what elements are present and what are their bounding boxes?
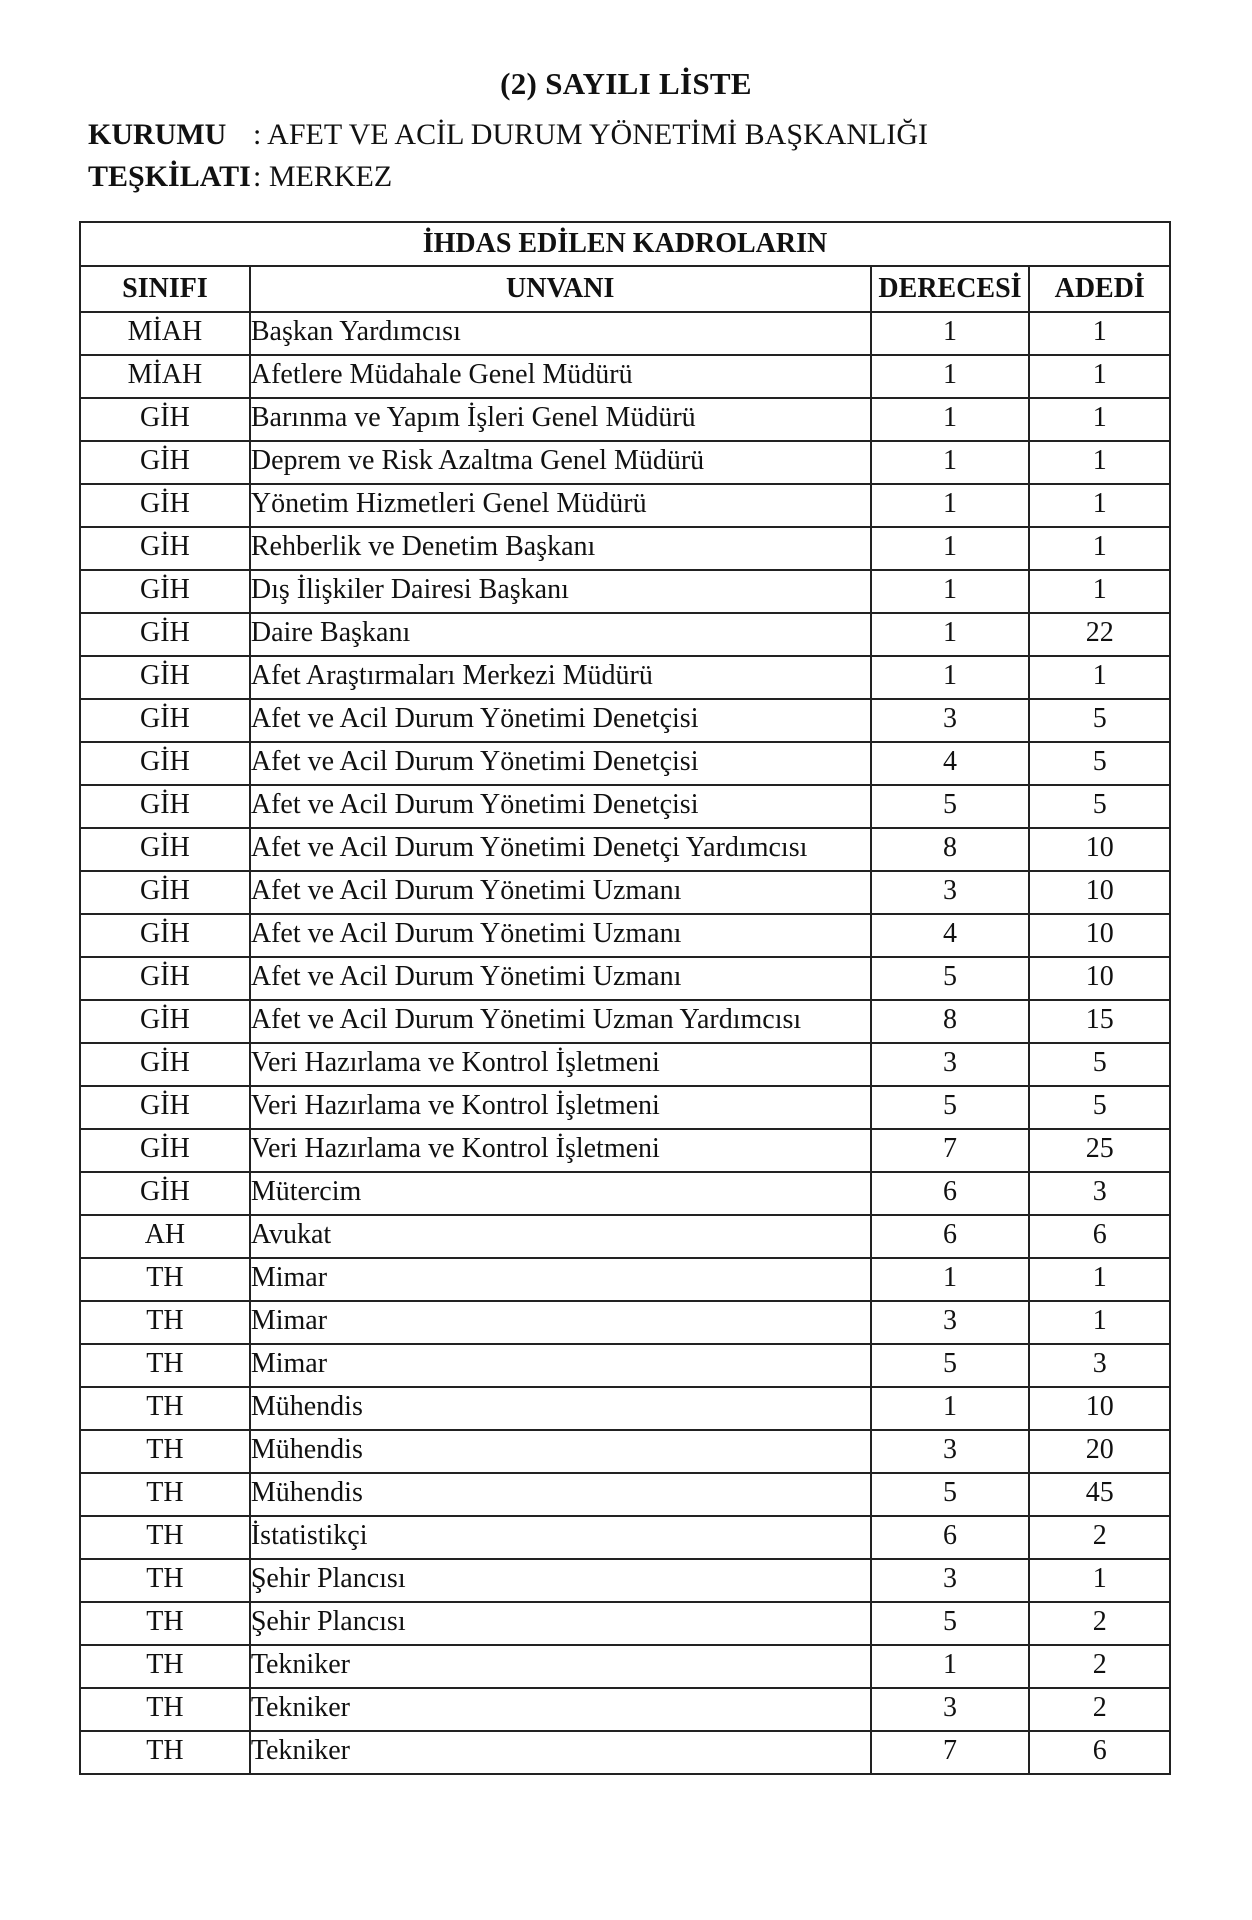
table-row — [80, 914, 1170, 957]
cell-derece: 6 — [871, 1215, 1030, 1258]
cell-sinif: GİH — [80, 656, 250, 699]
kadro-table — [79, 221, 1171, 1775]
table-row — [80, 527, 1170, 570]
cell-derece: 3 — [871, 1043, 1030, 1086]
cell-sinif: TH — [80, 1387, 250, 1430]
column-header-adedi: ADEDİ — [1029, 266, 1170, 312]
cell-sinif: GİH — [80, 1000, 250, 1043]
cell-adet: 6 — [1029, 1731, 1170, 1774]
table-row — [80, 1430, 1170, 1473]
cell-derece: 6 — [871, 1516, 1030, 1559]
cell-derece: 1 — [871, 441, 1030, 484]
cell-adet: 45 — [1029, 1473, 1170, 1516]
cell-sinif: GİH — [80, 484, 250, 527]
cell-derece: 5 — [871, 785, 1030, 828]
cell-derece: 7 — [871, 1129, 1030, 1172]
cell-derece: 5 — [871, 1473, 1030, 1516]
kurum-value: : AFET VE ACİL DURUM YÖNETİMİ BAŞKANLIĞI — [253, 118, 928, 151]
cell-sinif: GİH — [80, 828, 250, 871]
cell-adet: 6 — [1029, 1215, 1170, 1258]
cell-unvan: Mühendis — [250, 1430, 871, 1473]
table-group-header-row — [80, 222, 1170, 266]
cell-unvan: Afet ve Acil Durum Yönetimi Uzmanı — [250, 957, 871, 1000]
cell-sinif: GİH — [80, 613, 250, 656]
cell-derece: 1 — [871, 570, 1030, 613]
cell-derece: 3 — [871, 1430, 1030, 1473]
cell-adet: 10 — [1029, 871, 1170, 914]
teskilat-label: TEŞKİLATI — [88, 160, 251, 193]
cell-sinif: TH — [80, 1258, 250, 1301]
table-row — [80, 1172, 1170, 1215]
cell-unvan: Şehir Plancısı — [250, 1602, 871, 1645]
table-row — [80, 355, 1170, 398]
cell-derece: 3 — [871, 1559, 1030, 1602]
cell-unvan: Barınma ve Yapım İşleri Genel Müdürü — [250, 398, 871, 441]
cell-adet: 5 — [1029, 742, 1170, 785]
cell-unvan: Veri Hazırlama ve Kontrol İşletmeni — [250, 1086, 871, 1129]
cell-sinif: TH — [80, 1559, 250, 1602]
cell-unvan: Deprem ve Risk Azaltma Genel Müdürü — [250, 441, 871, 484]
cell-unvan: Afet ve Acil Durum Yönetimi Denetçisi — [250, 742, 871, 785]
cell-derece: 3 — [871, 871, 1030, 914]
cell-unvan: Afet ve Acil Durum Yönetimi Denetçisi — [250, 785, 871, 828]
cell-sinif: GİH — [80, 1086, 250, 1129]
cell-unvan: Afet ve Acil Durum Yönetimi Uzmanı — [250, 871, 871, 914]
cell-sinif: GİH — [80, 914, 250, 957]
cell-adet: 2 — [1029, 1602, 1170, 1645]
cell-adet: 5 — [1029, 1086, 1170, 1129]
cell-derece: 1 — [871, 484, 1030, 527]
cell-unvan: Afet ve Acil Durum Yönetimi Denetçi Yardımcısı — [250, 828, 871, 871]
cell-adet: 5 — [1029, 785, 1170, 828]
table-row — [80, 1129, 1170, 1172]
teskilat-value: : MERKEZ — [253, 160, 393, 193]
cell-adet: 2 — [1029, 1516, 1170, 1559]
table-row — [80, 1344, 1170, 1387]
table-row — [80, 1516, 1170, 1559]
cell-derece: 7 — [871, 1731, 1030, 1774]
cell-derece: 5 — [871, 1602, 1030, 1645]
table-row — [80, 1000, 1170, 1043]
column-header-unvani: UNVANI — [250, 266, 871, 312]
cell-adet: 1 — [1029, 312, 1170, 355]
cell-adet: 5 — [1029, 699, 1170, 742]
cell-adet: 22 — [1029, 613, 1170, 656]
table-header-row — [80, 266, 1170, 312]
cell-sinif: AH — [80, 1215, 250, 1258]
cell-derece: 1 — [871, 656, 1030, 699]
cell-sinif: GİH — [80, 699, 250, 742]
cell-derece: 3 — [871, 699, 1030, 742]
cell-unvan: Mimar — [250, 1258, 871, 1301]
column-header-sinifi: SINIFI — [80, 266, 250, 312]
table-row — [80, 1301, 1170, 1344]
cell-unvan: Tekniker — [250, 1688, 871, 1731]
cell-unvan: Mütercim — [250, 1172, 871, 1215]
table-row — [80, 1258, 1170, 1301]
table-row — [80, 742, 1170, 785]
cell-sinif: GİH — [80, 871, 250, 914]
cell-sinif: GİH — [80, 441, 250, 484]
cell-adet: 20 — [1029, 1430, 1170, 1473]
table-row — [80, 1731, 1170, 1774]
table-row — [80, 613, 1170, 656]
cell-derece: 1 — [871, 613, 1030, 656]
table-row — [80, 871, 1170, 914]
document-title: (2) SAYILI LİSTE — [500, 66, 752, 101]
cell-derece: 6 — [871, 1172, 1030, 1215]
table-row — [80, 1473, 1170, 1516]
cell-unvan: Afet ve Acil Durum Yönetimi Denetçisi — [250, 699, 871, 742]
cell-unvan: Mühendis — [250, 1473, 871, 1516]
cell-derece: 5 — [871, 1086, 1030, 1129]
cell-unvan: Başkan Yardımcısı — [250, 312, 871, 355]
cell-derece: 8 — [871, 828, 1030, 871]
cell-unvan: Afetlere Müdahale Genel Müdürü — [250, 355, 871, 398]
table-row — [80, 484, 1170, 527]
cell-derece: 8 — [871, 1000, 1030, 1043]
cell-adet: 2 — [1029, 1645, 1170, 1688]
cell-unvan: Yönetim Hizmetleri Genel Müdürü — [250, 484, 871, 527]
cell-sinif: MİAH — [80, 355, 250, 398]
cell-sinif: GİH — [80, 570, 250, 613]
cell-derece: 5 — [871, 957, 1030, 1000]
table-row — [80, 1559, 1170, 1602]
table-body — [80, 312, 1170, 1774]
cell-adet: 1 — [1029, 1301, 1170, 1344]
table-row — [80, 1043, 1170, 1086]
cell-adet: 5 — [1029, 1043, 1170, 1086]
cell-unvan: Daire Başkanı — [250, 613, 871, 656]
table-row — [80, 398, 1170, 441]
cell-unvan: Rehberlik ve Denetim Başkanı — [250, 527, 871, 570]
cell-adet: 1 — [1029, 441, 1170, 484]
cell-unvan: Dış İlişkiler Dairesi Başkanı — [250, 570, 871, 613]
cell-adet: 1 — [1029, 484, 1170, 527]
cell-adet: 1 — [1029, 570, 1170, 613]
cell-sinif: TH — [80, 1731, 250, 1774]
cell-adet: 10 — [1029, 957, 1170, 1000]
cell-adet: 10 — [1029, 1387, 1170, 1430]
cell-derece: 1 — [871, 527, 1030, 570]
cell-derece: 1 — [871, 1645, 1030, 1688]
cell-sinif: GİH — [80, 785, 250, 828]
cell-adet: 1 — [1029, 1258, 1170, 1301]
table-row — [80, 656, 1170, 699]
table-row — [80, 957, 1170, 1000]
table-row — [80, 441, 1170, 484]
cell-sinif: TH — [80, 1602, 250, 1645]
cell-sinif: GİH — [80, 527, 250, 570]
cell-derece: 4 — [871, 914, 1030, 957]
cell-sinif: TH — [80, 1516, 250, 1559]
cell-derece: 1 — [871, 398, 1030, 441]
cell-sinif: GİH — [80, 1129, 250, 1172]
cell-adet: 25 — [1029, 1129, 1170, 1172]
cell-unvan: Tekniker — [250, 1645, 871, 1688]
cell-adet: 10 — [1029, 828, 1170, 871]
table-group-header: İHDAS EDİLEN KADROLARIN — [80, 222, 1170, 266]
cell-sinif: GİH — [80, 1043, 250, 1086]
table-row — [80, 828, 1170, 871]
cell-sinif: GİH — [80, 957, 250, 1000]
cell-unvan: Veri Hazırlama ve Kontrol İşletmeni — [250, 1043, 871, 1086]
cell-derece: 4 — [871, 742, 1030, 785]
cell-adet: 1 — [1029, 527, 1170, 570]
cell-derece: 1 — [871, 1387, 1030, 1430]
cell-sinif: GİH — [80, 742, 250, 785]
cell-derece: 3 — [871, 1688, 1030, 1731]
cell-derece: 1 — [871, 1258, 1030, 1301]
cell-sinif: GİH — [80, 1172, 250, 1215]
cell-sinif: TH — [80, 1344, 250, 1387]
cell-sinif: TH — [80, 1301, 250, 1344]
cell-unvan: Veri Hazırlama ve Kontrol İşletmeni — [250, 1129, 871, 1172]
table-row — [80, 1688, 1170, 1731]
cell-unvan: Afet ve Acil Durum Yönetimi Uzmanı — [250, 914, 871, 957]
cell-unvan: Afet ve Acil Durum Yönetimi Uzman Yardımcısı — [250, 1000, 871, 1043]
cell-unvan: Mimar — [250, 1344, 871, 1387]
cell-adet: 1 — [1029, 1559, 1170, 1602]
cell-derece: 1 — [871, 312, 1030, 355]
table-row — [80, 312, 1170, 355]
cell-sinif: MİAH — [80, 312, 250, 355]
cell-sinif: TH — [80, 1430, 250, 1473]
cell-adet: 1 — [1029, 398, 1170, 441]
cell-adet: 1 — [1029, 355, 1170, 398]
cell-adet: 2 — [1029, 1688, 1170, 1731]
cell-unvan: Mühendis — [250, 1387, 871, 1430]
table-row — [80, 1086, 1170, 1129]
table-row — [80, 1645, 1170, 1688]
table-row — [80, 570, 1170, 613]
table-row — [80, 785, 1170, 828]
cell-unvan: Mimar — [250, 1301, 871, 1344]
cell-adet: 3 — [1029, 1172, 1170, 1215]
cell-adet: 1 — [1029, 656, 1170, 699]
cell-unvan: Afet Araştırmaları Merkezi Müdürü — [250, 656, 871, 699]
cell-unvan: Şehir Plancısı — [250, 1559, 871, 1602]
kurum-label: KURUMU — [88, 118, 227, 151]
cell-unvan: Tekniker — [250, 1731, 871, 1774]
table-row — [80, 699, 1170, 742]
column-header-derecesi: DERECESİ — [871, 266, 1030, 312]
cell-derece: 5 — [871, 1344, 1030, 1387]
table-row — [80, 1387, 1170, 1430]
cell-sinif: GİH — [80, 398, 250, 441]
kurum-line — [88, 118, 928, 152]
cell-adet: 15 — [1029, 1000, 1170, 1043]
table-row — [80, 1215, 1170, 1258]
cell-adet: 3 — [1029, 1344, 1170, 1387]
cell-unvan: İstatistikçi — [250, 1516, 871, 1559]
cell-derece: 3 — [871, 1301, 1030, 1344]
cell-sinif: TH — [80, 1473, 250, 1516]
table-row — [80, 1602, 1170, 1645]
cell-sinif: TH — [80, 1688, 250, 1731]
cell-adet: 10 — [1029, 914, 1170, 957]
cell-sinif: TH — [80, 1645, 250, 1688]
cell-derece: 1 — [871, 355, 1030, 398]
teskilat-line — [88, 160, 392, 194]
cell-unvan: Avukat — [250, 1215, 871, 1258]
